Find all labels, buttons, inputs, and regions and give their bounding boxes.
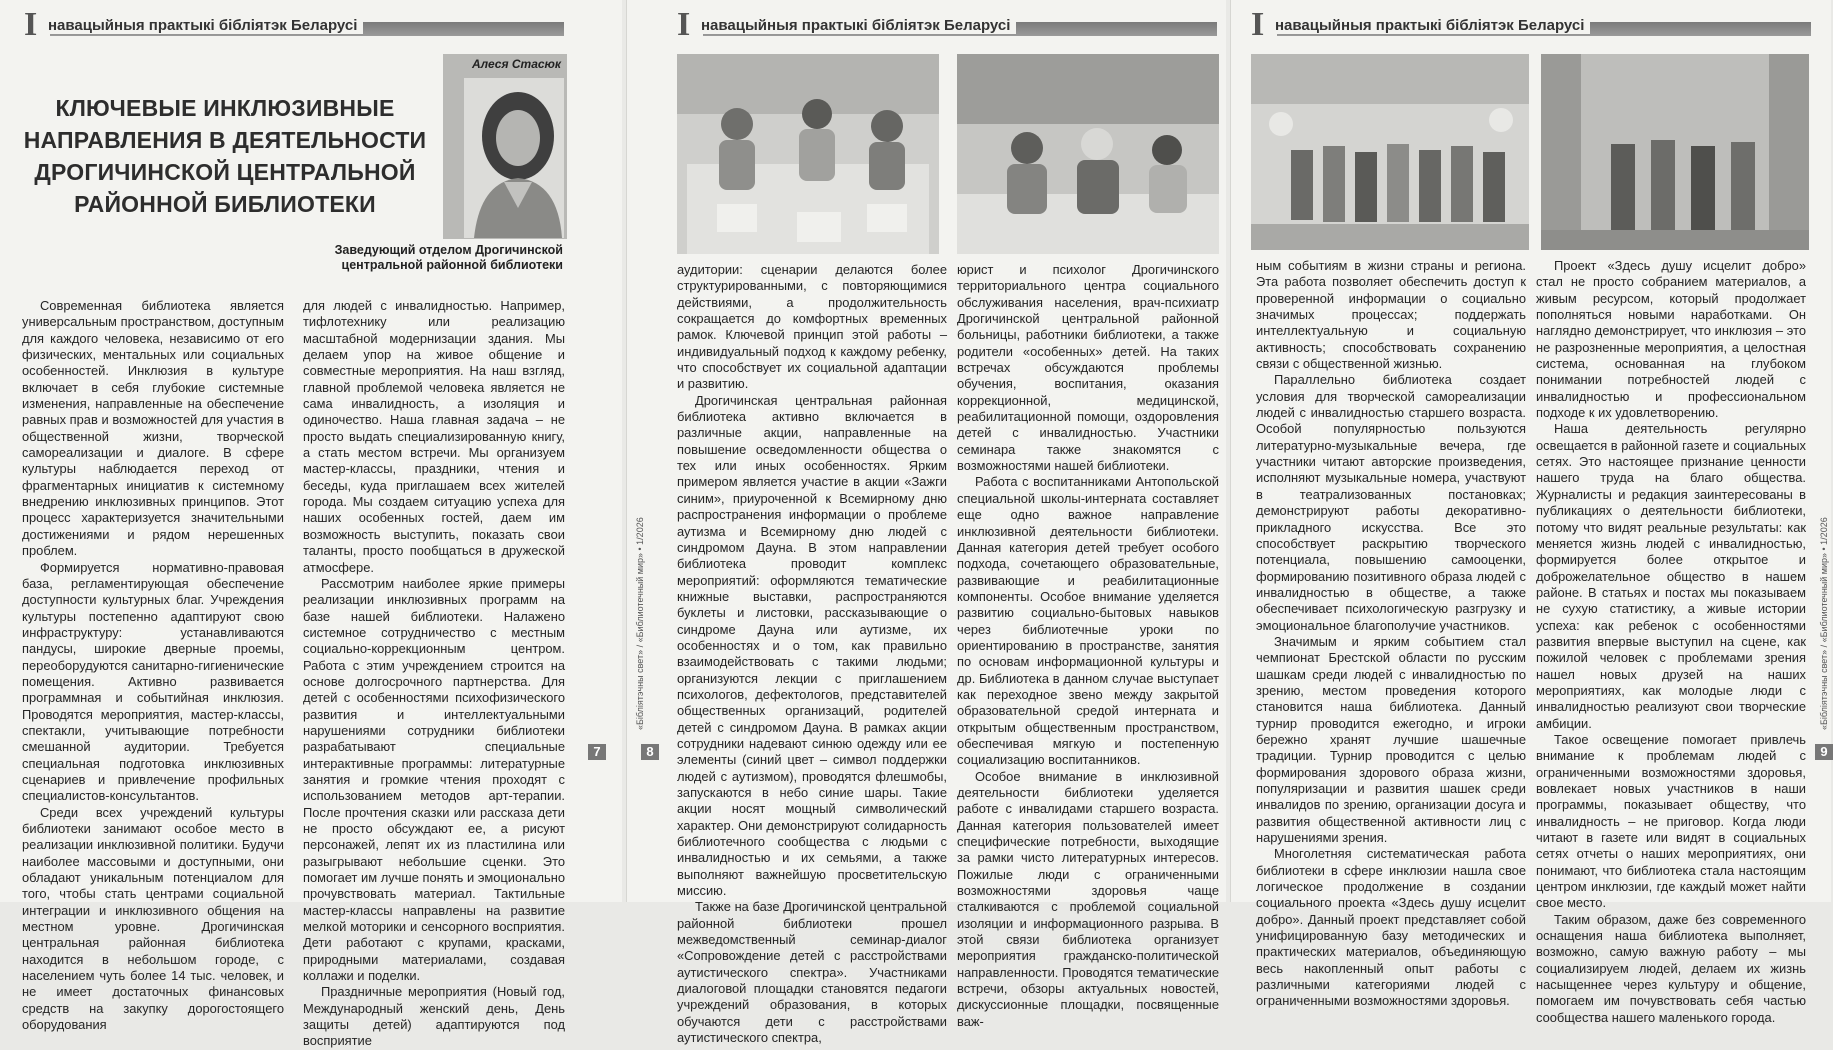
- paragraph: Такое освещение помогает привлечь внимание к проблемам людей с ограниченными возможностями здоровья, вовлекает новых участников в наши программы, показывает обществу, что инвалидность – не приговор. Когда люди читают в газете или видят в социальных сетях отчеты о наших мероприятиях, они понимают, что библиотека стала настоящим центром инклюзии, где каждый может найти свое место.: [1536, 731, 1806, 911]
- left-column-2: [303, 298, 565, 1050]
- rubric-title: навацыйныя практыкі бібліятэк Беларусі: [48, 17, 363, 34]
- page-number-left: 7: [588, 744, 606, 760]
- photo-group-event: [1251, 54, 1529, 250]
- running-footer: «Бібліятэчны свет» / «Библиотечный мир» • 1/2026: [1819, 517, 1829, 730]
- paragraph: аудитории: сценарии делаются более структурированными, с повторяющимися действиями, а продолжительность сокращается до комфортных временных рамок. Ключевой принцип этой работы – индивидуальный подход к каждому ребенку, что способствует их социальной адаптации и развитию.: [677, 262, 947, 392]
- rubric-initial: I: [1251, 6, 1265, 43]
- rubric-title: навацыйныя практыкі бібліятэк Беларусі: [701, 17, 1016, 34]
- paragraph: Особое внимание в инклюзивной деятельности библиотеки уделяется работе с инвалидами старшего возраста. Данная категория пользователей имеет специфические потребности, выходящие за рамки чисто литературных интересов. Пожилые люди с ограниченными возможностями здоровья чаще сталкиваются с проблемой социальной изоляции и информационного разрыва. В этой связи библиотека организует мероприятия гражданско-политической направленности. Проводятся тематические встречи, обзоры актуальных новостей, дискуссионные площадки, посвященные важ-: [957, 768, 1219, 1029]
- author-name: Алеся Стасюк: [471, 57, 561, 71]
- paragraph: Рассмотрим наиболее яркие примеры реализации инклюзивных программ на базе нашей библиотеки. Налажено системное сотрудничество с местным социально-коррекционным центром. Работа с этим учреждением строится на основе долгосрочного партнерства. Для детей с особенностями психофизического развития и интеллектуальными нарушениями сотрудники библиотеки разрабатывают специальные интерактивные программы: литературные занятия и громкие чтения проходят с использованием методов арт-терапии. После прочтения сказки или рассказа дети не просто обсуждают ее, а рисуют персонажей, лепят их из пластилина или разыгрывают небольшие сценки. Это помогает им лучше понять и эмоционально прочувствовать материал. Тактильные мастер-классы направлены на развитие мелкой моторики и сенсорного восприятия. Дети работают с крупами, красками, природными материалами, создавая коллажи и поделки.: [303, 575, 565, 984]
- paragraph: Многолетняя систематическая работа библиотеки в сфере инклюзии нашла свое логическое продолжение в создании социального проекта «Здесь душу исцелит добро». Данный проект представляет собой унифицированную базу методических и практических материалов, объединяющую весь накопленный опыт работы с различными категориями людей с ограниченными возможностями здоровья.: [1256, 846, 1526, 1009]
- paragraph: Работа с воспитанниками Антопольской специальной школы-интерната составляет еще одно важное направление инклюзивной деятельности библиотеки. Данная категория детей требует особого подхода, сочетающего образовательные, развивающие и реабилитационные компоненты. Особое внимание уделяется развитию социально-бытовых навыков через библиотечные уроки по ориентированию в пространстве, занятия по основам информационной культуры и др. Библиотека в данном случае выступает как переходное звено между закрытой образовательной средой интерната и открытым общественным пространством, обеспечивая мягкую и постепенную социализацию воспитанников.: [957, 474, 1219, 768]
- running-footer: «Бібліятэчны свет» / «Библиотечный мир» • 1/2026: [635, 517, 645, 730]
- author-photo: [464, 78, 564, 238]
- page-number-middle: 8: [641, 744, 659, 760]
- author-position: Заведующий отделом Дрогичинской центральной районной библиотеки: [334, 243, 563, 272]
- right-column-1: [1256, 258, 1526, 1010]
- photo-children-drawing: [677, 54, 939, 254]
- page-right: [1230, 0, 1831, 1025]
- paragraph: Формируется нормативно-правовая база, регламентирующая обеспечение доступности культурных благ. Учреждения культуры постепенно адаптируют свою инфраструктуру: устанавливаются пандусы, широкие дверные проемы, переоборудуются санитарно-гигиенические помещения. Активно развивается программная и событийная инклюзия. Проводятся мероприятия, мастер-классы, спектакли, учитывающие потребности смешанной аудитории. Требуется специальная подготовка инклюзивных сценариев и привлечение профильных специалистов-консультантов.: [22, 559, 284, 804]
- photo-stage-performance: [1541, 54, 1809, 250]
- paragraph: Дрогичинская центральная районная библиотека активно включается в различные акции, направленные на повышение осведомленности общества о тех или иных особенностях. Ярким примером является участие в акции «Зажги синим», приуроченной к Всемирному дню распространения информации о проблеме аутизма и Всемирному дню людей с синдромом Дауна. В этом направлении библиотека проводит комплекс мероприятий: оформляются тематические книжные выставки, распространяются буклеты и листовки, рассказывающие о синдроме Дауна или аутизме, их особенностях и о том, как правильно взаимодействовать с такими людьми; организуются лекции с приглашением психологов, дефектологов, представителей общественных организаций, родителей детей с синдромом Дауна. В рамках акции сотрудники надевают синюю одежду или ее элементы (синий цвет – символ поддержки людей с аутизмом), проводятся флешмобы, запускаются в небо синие шары. Такие акции носят мощный символический характер. Они демонстрируют солидарность библиотечного сообщества с людьми с инвалидностью и их семьями, а также выполняют важнейшую просветительскую миссию.: [677, 392, 947, 899]
- paragraph: Наша деятельность регулярно освещается в районной газете и социальных сетях. Это настоящее признание ценности нашего труда на благо общества. Журналисты и редакция заинтересованы в публикациях о деятельности библиотеки, потому что видят реальные результаты: как меняется жизнь людей с инвалидностью, формируется более открытое и доброжелательное общество в нашем районе. В статьях и постах мы показываем не сухую статистику, а живые истории успеха: как ребенок с особенностями развития впервые выступил на сцене, как пожилой человек с проблемами зрения нашел новых друзей на наших мероприятиях, как молодые люди с инвалидностью реализуют свои творческие амбиции.: [1536, 421, 1806, 731]
- paragraph: Проект «Здесь душу исцелит добро» стал не просто собранием материалов, а живым ресурсом, который продолжает пополняться новыми наработками. Он наглядно демонстрирует, что инклюзия – это не разрозненные мероприятия, а целостная система, основанная на глубоком понимании потребностей людей с инвалидностью и профессиональном подходе к их удовлетворению.: [1536, 258, 1806, 421]
- rubric-initial: I: [677, 6, 691, 43]
- page-left: [0, 0, 622, 1049]
- rubric-initial: I: [24, 6, 38, 43]
- photo-seminar: [957, 54, 1219, 254]
- rubric-header: [1251, 6, 1811, 43]
- paragraph: для людей с инвалидностью. Например, тифлотехнику или реализацию масштабной модернизации здания. Мы делаем упор на живое общение и совместные мероприятия. На наш взгляд, главной проблемой человека является не сама инвалидность, а изоляция и одиночество. Наша главная задача – не просто выдать специализированную книгу, а стать местом встречи. Мы организуем мастер-классы, праздники, чтения и беседы, куда приглашаем всех жителей города. Мы создаем ситуацию успеха для наших особенных гостей, даем им возможность выступить, показать свои таланты, просто пообщаться в дружеской атмосфере.: [303, 298, 565, 575]
- rubric-header: [677, 6, 1217, 43]
- rubric-title: навацыйныя практыкі бібліятэк Беларусі: [1275, 17, 1590, 34]
- left-column-1: [22, 298, 284, 1033]
- paragraph: Праздничные мероприятия (Новый год, Международный женский день, День защиты детей) адаптируются под восприятие: [303, 984, 565, 1049]
- page-number-right: 9: [1815, 744, 1833, 760]
- paragraph: ным событиям в жизни страны и региона. Эта работа позволяет обеспечить доступ к проверенной информации о социально значимых процессах; поддержать интеллектуальную и социальную активность; способствовать сохранению связи с общественной жизнью.: [1256, 258, 1526, 372]
- paragraph: Параллельно библиотека создает условия для творческой самореализации людей с инвалидностью старшего возраста. Особой популярностью пользуются литературно-музыкальные вечера, где участники читают авторские произведения, исполняют музыкальные номера, участвуют в театрализованных постановках; демонстрируют работы декоративно-прикладного искусства. Все это способствует раскрытию творческого потенциала, повышению самооценки, формированию позитивного образа людей с инвалидностью в обществе, а также обеспечивает психологическую разгрузку и эмоциональное благополучие участников.: [1256, 372, 1526, 633]
- paragraph: Среди всех учреждений культуры библиотеки занимают особое место в реализации инклюзивной политики. Будучи наиболее массовыми и доступными, они обладают уникальным потенциалом для того, чтобы стать центрами социальной интеграции и инклюзивного общения на местном уровне. Дрогичинская центральная районная библиотека находится в небольшом городе, с населением чуть более 14 тыс. человек, и не имеет достаточных финансовых средств на закупку дорогостоящего оборудования: [22, 804, 284, 1033]
- middle-column-1: [677, 262, 947, 1047]
- middle-column-2: [957, 262, 1219, 1030]
- right-column-2: [1536, 258, 1806, 1026]
- paragraph: Значимым и ярким событием стал чемпионат Брестской области по русским шашкам среди людей с инвалидностью по зрению, местом проведения которого становится наша библиотека. Данный турнир проводится ежегодно, и игроки бережно хранят лучшие шашечные традиции. Турнир проводится с целью формирования здорового образа жизни, популяризации и развития шашек среди инвалидов по зрению, организации досуга и развития общественной активности лиц с нарушениями зрения.: [1256, 633, 1526, 846]
- rubric-header: [24, 6, 564, 43]
- paragraph: юрист и психолог Дрогичинского территориального центра социального обслуживания населения, врач-психиатр Дрогичинской центральной районной больницы, работники библиотеки, а также родители «особенных» детей. На таких встречах обсуждаются проблемы обучения, воспитания, оказания коррекционной, медицинской, реабилитационной помощи, оздоровления детей с инвалидностью. Участники семинара также знакомятся с возможностями нашей библиотеки.: [957, 262, 1219, 474]
- paragraph: Современная библиотека является универсальным пространством, доступным для каждого человека, независимо от его физических, ментальных или социальных особенностей. Инклюзия в культуре включает в себя глубокие системные изменения, направленные на обеспечение равных прав и возможностей для участия в общественной жизни, творческой самореализации и диалоге. В сфере культуры наблюдается переход от фрагментарных инициатив к системному внедрению инклюзивных принципов. Этот процесс характеризуется значительными достижениями и рядом нерешенных проблем.: [22, 298, 284, 559]
- paragraph: Также на базе Дрогичинской центральной районной библиотеки прошел межведомственный семинар-диалог «Сопровождение детей с расстройствами аутистического спектра». Участниками диалоговой площадки становятся педагоги учреждений образования, в которых обучаются дети с расстройствами аутистического спектра,: [677, 899, 947, 1046]
- page-middle: [626, 0, 1226, 1046]
- article-title: КЛЮЧЕВЫЕ ИНКЛЮЗИВНЫЕ НАПРАВЛЕНИЯ В ДЕЯТЕЛЬНОСТИ ДРОГИЧИНСКОЙ ЦЕНТРАЛЬНОЙ РАЙОННОЙ БИБЛИОТЕКИ: [23, 95, 427, 217]
- paragraph: Таким образом, даже без современного оснащения наша библиотека выполняет, возможно, самую важную работу – мы социализируем людей, делаем их жизнь насыщеннее через культуру и общение, помогаем им почувствовать себя частью сообщества нашего маленького города.: [1536, 911, 1806, 1025]
